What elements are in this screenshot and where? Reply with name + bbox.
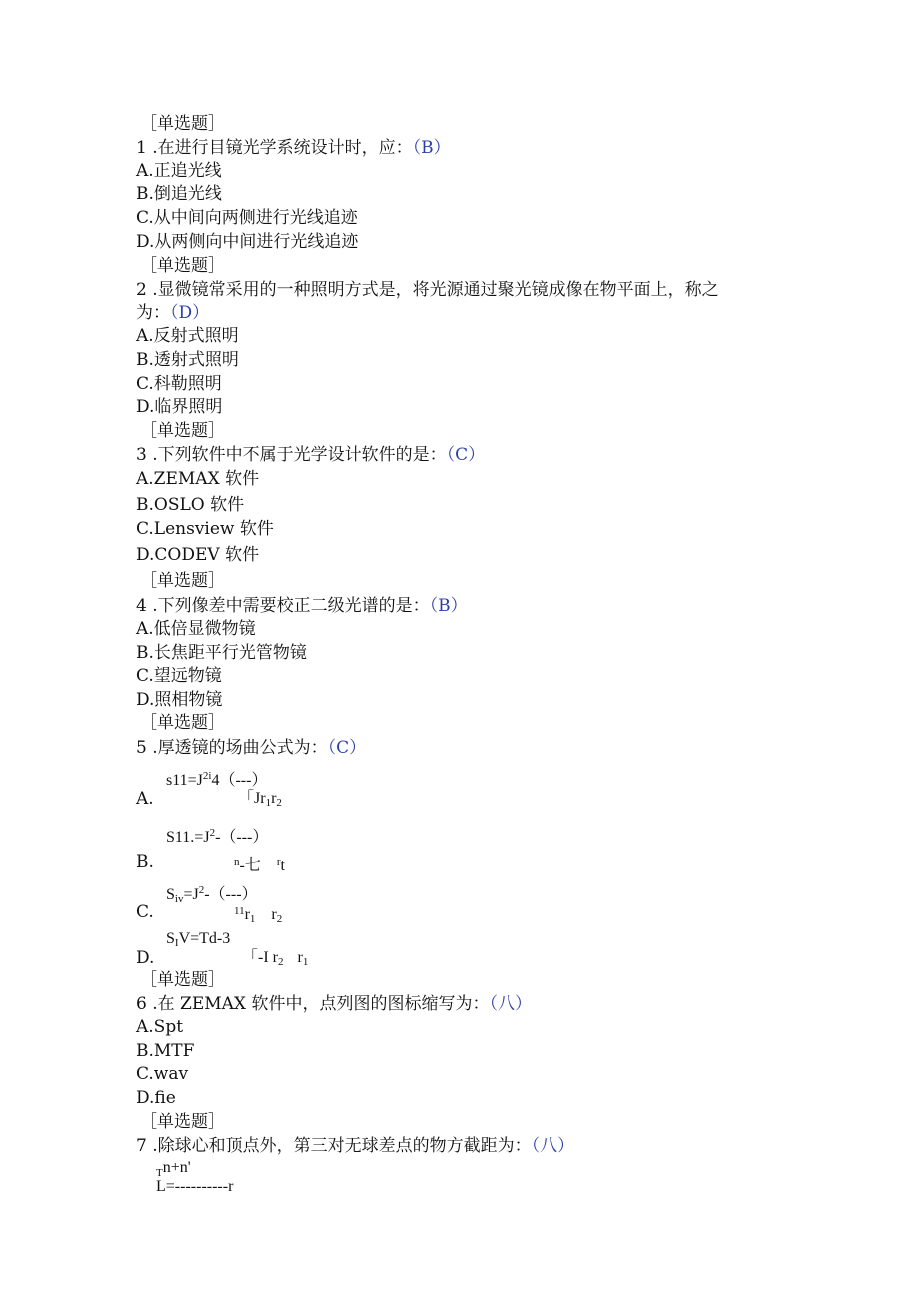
answer: （B）	[429, 596, 468, 616]
question-text: 6 .在 ZEMAX 软件中，点列图的图标缩写为：	[136, 994, 490, 1014]
option-c: C.望远物镜	[136, 666, 222, 686]
question-stem	[136, 444, 485, 466]
question-text: 2 .显微镜常采用的一种照明方式是，将光源通过聚光镜成像在物平面上，称之	[136, 280, 719, 300]
formula-b-bottom: $^n$-七 $^r$t	[234, 856, 285, 874]
question-stem	[136, 737, 366, 759]
formula-b-top: $S11.=J^2-(---)$	[166, 827, 269, 846]
question-stem	[136, 137, 451, 159]
question-text: 1 .在进行目镜光学系统设计时，应：	[136, 138, 413, 158]
option-b: B.倒追光线	[136, 184, 222, 204]
formula-a-bottom: 「$Jr_1r_2$	[238, 790, 282, 809]
option-c: C.Lensview 软件	[136, 519, 274, 539]
formula-c-bottom: $^{11}r_1$ $r_2$	[234, 905, 283, 925]
formula-a-top: $s11=J^{2i}4(---)$	[166, 770, 268, 789]
question-text: 5 .厚透镜的场曲公式为：	[136, 738, 328, 758]
question-text: 4 .下列像差中需要校正二级光谱的是：	[136, 596, 430, 616]
formula-d-top: $S_IV=Td-3$	[166, 930, 231, 949]
formula-d-bottom: 「-I $r_2$ $r_1$	[242, 949, 309, 968]
option-c-label: C.	[136, 902, 154, 922]
question-type-tag: ［单选题］	[140, 1112, 225, 1132]
question-type-tag: ［单选题］	[140, 256, 225, 276]
option-b: B.OSLO 软件	[136, 495, 245, 515]
question-type-tag: ［单选题］	[140, 571, 225, 591]
option-a: A.正追光线	[136, 161, 222, 181]
formula-numerator: $_T$n+n'	[156, 1159, 191, 1179]
option-c: C.科勒照明	[136, 374, 222, 394]
answer: （八）	[489, 994, 532, 1014]
option-d: D.临界照明	[136, 397, 223, 417]
question-text: 3 .下列软件中不属于光学设计软件的是：	[136, 445, 447, 465]
question-stem	[136, 1135, 574, 1157]
option-b-label: B.	[136, 852, 154, 872]
option-a: A.ZEMAX 软件	[136, 469, 260, 489]
question-stem	[136, 595, 468, 617]
question-type-tag: ［单选题］	[140, 713, 225, 733]
option-a-label: A.	[136, 789, 154, 809]
question-stem-continued	[136, 302, 209, 324]
option-b: B.MTF	[136, 1041, 195, 1061]
option-c: C.从中间向两侧进行光线追迹	[136, 208, 358, 228]
option-d: D.fie	[136, 1088, 176, 1108]
question-type-tag: ［单选题］	[140, 970, 225, 990]
answer: （C）	[446, 445, 486, 465]
option-d: D.从两侧向中间进行光线追迹	[136, 232, 359, 252]
question-type-tag: ［单选题］	[140, 421, 225, 441]
question-text: 7 .除球心和顶点外，第三对无球差点的物方截距为：	[136, 1136, 532, 1156]
question-type-tag: ［单选题］	[140, 114, 225, 134]
formula-denominator: L=----------r	[156, 1178, 234, 1195]
formula-c-top: $S_{iv}=J^2-(---)$	[166, 884, 258, 905]
question-stem	[136, 993, 532, 1015]
option-a: A.Spt	[136, 1017, 184, 1037]
option-d: D.CODEV 软件	[136, 545, 260, 565]
answer: （B）	[412, 138, 451, 158]
option-b: B.长焦距平行光管物镜	[136, 643, 307, 663]
option-c: C.wav	[136, 1064, 189, 1084]
option-a: A.低倍显微物镜	[136, 619, 256, 639]
option-d: D.照相物镜	[136, 690, 223, 710]
option-a: A.反射式照明	[136, 326, 239, 346]
question-text: 为：	[136, 303, 170, 323]
option-d-label: D.	[136, 948, 155, 968]
option-b: B.透射式照明	[136, 350, 239, 370]
answer: （D）	[170, 303, 210, 323]
answer: （八）	[531, 1136, 575, 1156]
answer: （C）	[327, 738, 367, 758]
